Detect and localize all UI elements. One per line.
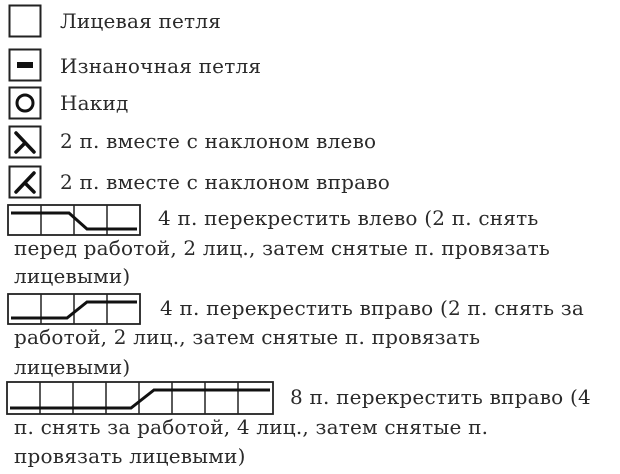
k2tog-left-symbol-icon xyxy=(8,125,42,159)
yarn-over-symbol-icon xyxy=(8,86,42,120)
cable-4-right-label-line3: лицевыми) xyxy=(14,355,131,379)
knit-stitch-symbol-icon xyxy=(8,4,42,38)
cable-8-right-label-line3: провязать лицевыми) xyxy=(14,444,246,468)
yarn-over-label: Накид xyxy=(60,91,129,115)
cable-4-right-label-line2: работой, 2 лиц., затем снятые п. провязать xyxy=(14,325,481,349)
cable-4-left-symbol-icon xyxy=(7,204,141,236)
k2tog-right-label: 2 п. вместе с наклоном вправо xyxy=(60,170,390,194)
cable-8-right-label-line1: 8 п. перекрестить вправо (4 xyxy=(290,385,591,409)
cable-8-right-label-line2: п. снять за работой, 4 лиц., затем снятые п. xyxy=(14,415,489,439)
cable-4-left-label-line3: лицевыми) xyxy=(14,264,131,288)
cable-4-right-label-line1: 4 п. перекрестить вправо (2 п. снять за xyxy=(160,296,584,320)
k2tog-right-symbol-icon xyxy=(8,165,42,199)
k2tog-left-label: 2 п. вместе с наклоном влево xyxy=(60,129,377,153)
cable-4-right-symbol-icon xyxy=(7,293,141,325)
knit-stitch-label: Лицевая петля xyxy=(60,9,222,33)
purl-stitch-symbol-icon xyxy=(8,48,42,82)
cable-8-right-symbol-icon xyxy=(6,381,274,415)
cable-4-left-label-line2: перед работой, 2 лиц., затем снятые п. провязать xyxy=(14,236,550,260)
cable-4-left-label-line1: 4 п. перекрестить влево (2 п. снять xyxy=(158,206,539,230)
purl-stitch-label: Изнаночная петля xyxy=(60,54,262,78)
